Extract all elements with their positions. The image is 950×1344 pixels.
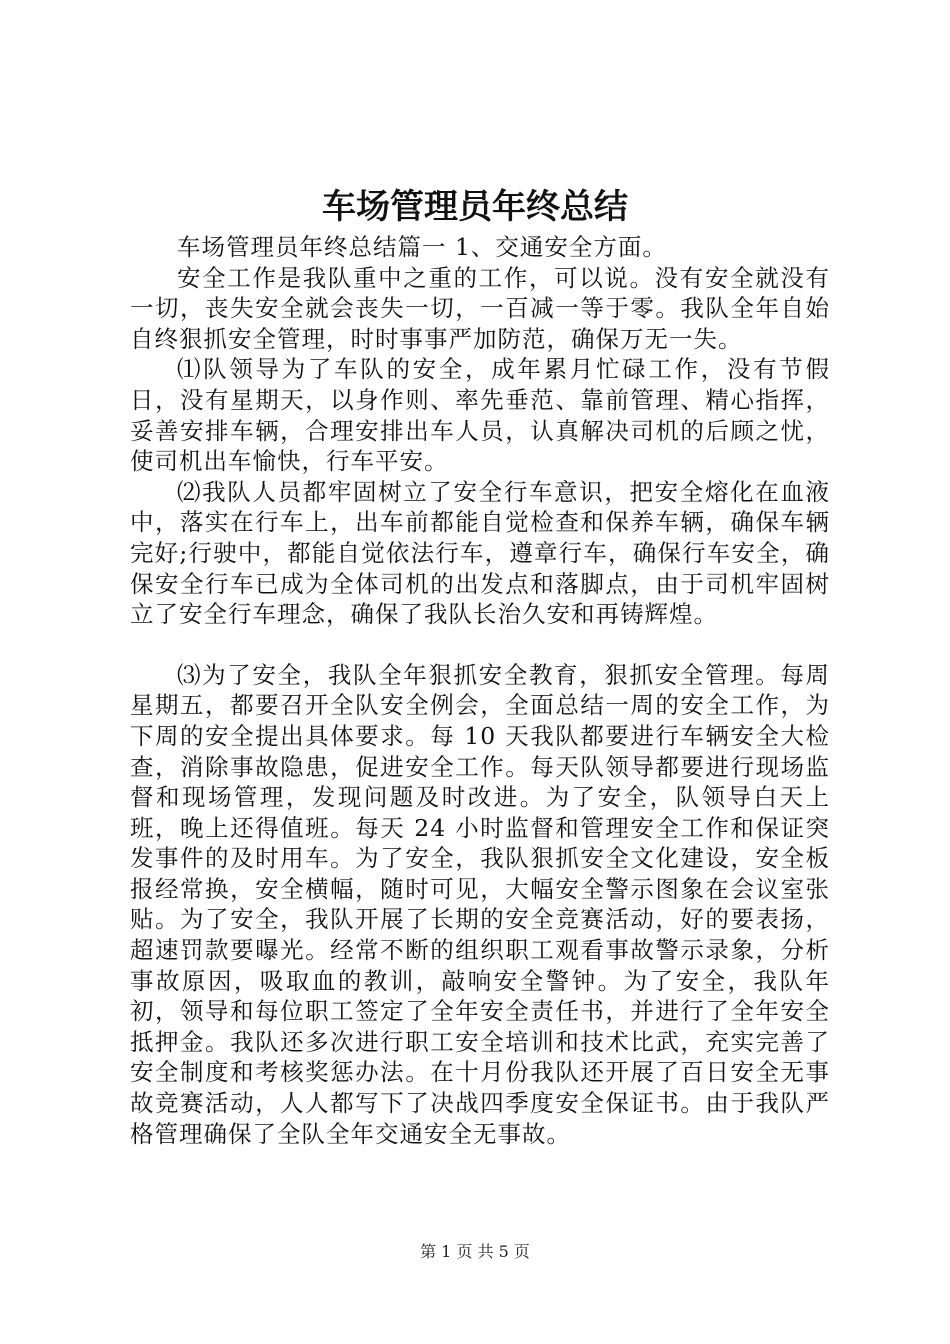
document-body bbox=[130, 232, 830, 1149]
page-footer: 第 1 页 共 5 页 bbox=[420, 1242, 530, 1261]
paragraph-intro: 车场管理员年终总结篇一 1、交通安全方面。 bbox=[177, 233, 667, 261]
paragraph-item-3: ⑶为了安全，我队全年狠抓安全教育，狠抓安全管理。每周星期五，都要召开全队安全例会，全面总结一周的安全工作，为下周的安全提出具体要求。每 10 天我队都要进行车辆安全大检查，消除事故隐患，促进安全工作。每天队领导都要进行现场监督和现场管理，发现问题及时改进。为了安全，队领导白天上班，晚上还得值班。每天 24 小时监督和管理安全工作和保证突发事件的及时用车。为了安全，我队狠抓安全文化建设，安全板报经常换，安全横幅，随时可见，大幅安全警示图象在会议室张贴。为了安全，我队开展了长期的安全竞赛活动，好的要表扬，超速罚款要曝光。经常不断的组织职工观看事故警示录象，分析事故原因，吸取血的教训，敲响安全警钟。为了安全，我队年初，领导和每位职工签定了全年安全责任书，并进行了全年安全抵押金。我队还多次进行职工安全培训和技术比武，充实完善了安全制度和考核奖惩办法。在十月份我队还开展了百日安全无事故竞赛活动，人人都写下了决战四季度安全保证书。由于我队严格管理确保了全队全年交通安全无事故。 bbox=[130, 660, 830, 1148]
paragraph-item-2: ⑵我队人员都牢固树立了安全行车意识，把安全熔化在血液中，落实在行车上，出车前都能自觉检查和保养车辆，确保车辆完好;行驶中，都能自觉依法行车，遵章行车，确保行车安全，确保安全行车已成为全体司机的出发点和落脚点，由于司机牢固树立了安全行车理念，确保了我队长治久安和再铸辉煌。 bbox=[130, 477, 830, 629]
paragraph-item-1: ⑴队领导为了车队的安全，成年累月忙碌工作，没有节假日，没有星期天，以身作则、率先垂范、靠前管理、精心指挥，妥善安排车辆，合理安排出车人员，认真解决司机的后顾之忧，使司机出车愉快，行车平安。 bbox=[130, 355, 830, 476]
paragraph-safety-overview: 安全工作是我队重中之重的工作，可以说。没有安全就没有一切，丧失安全就会丧失一切，一百减一等于零。我队全年自始自终狠抓安全管理，时时事事严加防范，确保万无一失。 bbox=[130, 263, 830, 353]
page-title: 车场管理员年终总结 bbox=[322, 187, 628, 227]
